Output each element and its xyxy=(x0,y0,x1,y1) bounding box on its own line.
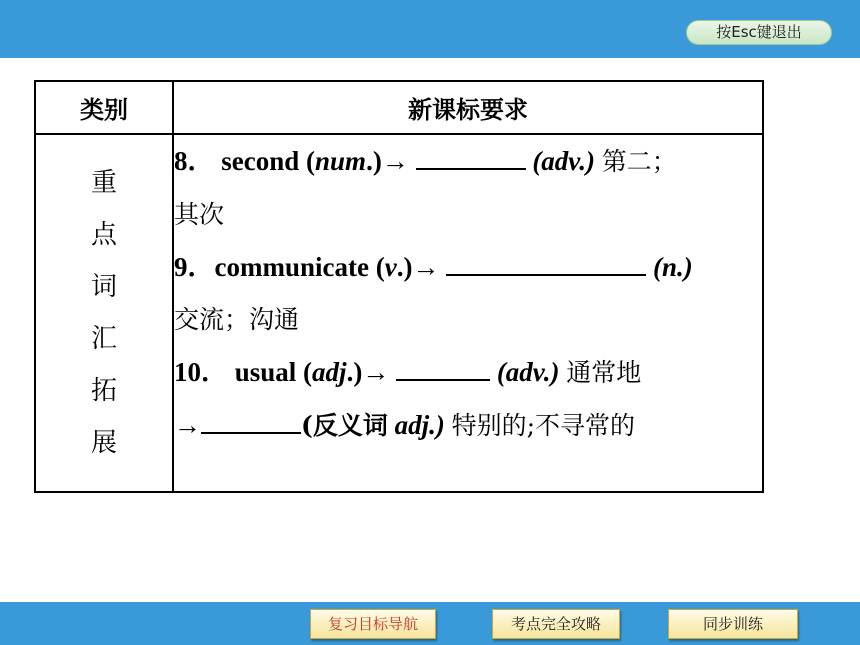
answer-blank[interactable] xyxy=(201,410,301,434)
exit-button[interactable]: 按Esc键退出 xyxy=(686,20,832,45)
category-cell xyxy=(35,134,173,492)
key-points-strategy-button[interactable]: 考点完全攻略 xyxy=(492,609,620,639)
sync-training-button[interactable]: 同步训练 xyxy=(668,609,798,639)
vocabulary-table xyxy=(34,80,764,493)
item-8: 8． second (num.)→ (adv.) 第二； 其次 xyxy=(174,146,677,229)
requirement-cell xyxy=(173,134,763,492)
answer-blank[interactable] xyxy=(446,252,646,276)
column-header-requirement: 新课标要求 xyxy=(173,81,763,134)
table-row xyxy=(35,134,763,492)
item-10: 10． usual (adj.)→ (adv.) 通常地 → (反义词 adj.) 特别的;不寻常的 xyxy=(174,357,642,440)
answer-blank[interactable] xyxy=(416,146,526,170)
column-header-category: 类别 xyxy=(35,81,173,134)
table-header-row xyxy=(35,81,763,134)
review-goals-nav-button[interactable]: 复习目标导航 xyxy=(310,609,436,639)
item-9: 9．communicate (v.)→ (n.) 交流；沟通 xyxy=(174,252,693,334)
category-label: 重 点 词 汇 拓 展 xyxy=(90,168,117,458)
answer-blank[interactable] xyxy=(396,357,490,381)
